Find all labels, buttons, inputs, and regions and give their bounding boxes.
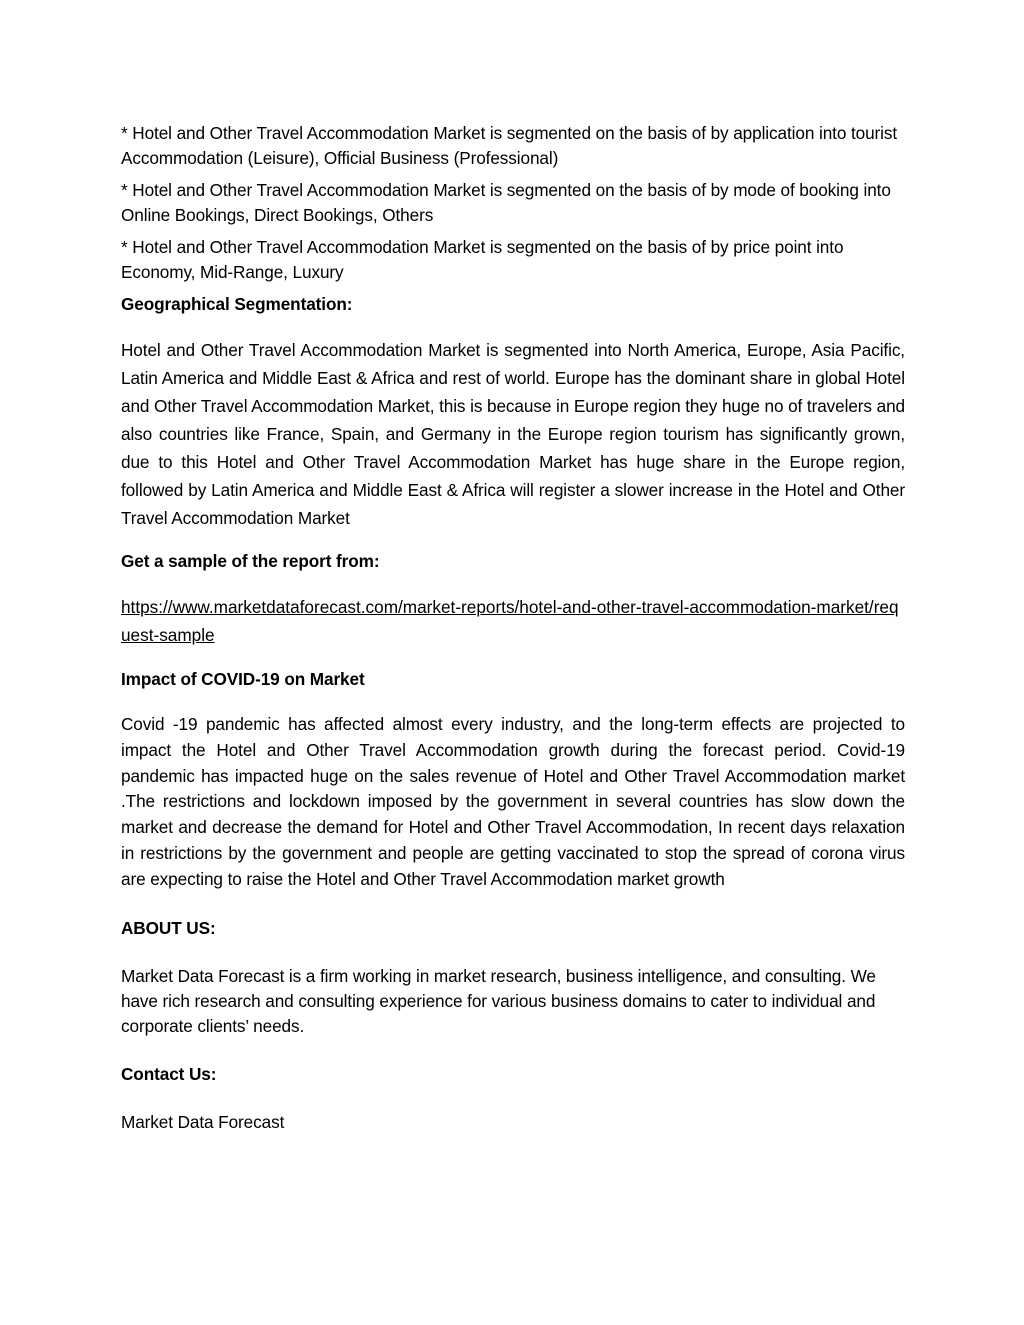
segment-bullet-booking-mode: * Hotel and Other Travel Accommodation Market is segmented on the basis of by mode of booking into Online Bookings, Direct Bookings, Others	[121, 180, 891, 225]
about-heading: ABOUT US:	[121, 917, 216, 938]
sample-request-link[interactable]: https://www.marketdataforecast.com/market-reports/hotel-and-other-travel-accommodation-market/request-sample	[121, 597, 899, 645]
segment-bullet-application: * Hotel and Other Travel Accommodation Market is segmented on the basis of by application into tourist Accommodation (Leisure), Official Business (Professional)	[121, 123, 898, 168]
covid-heading: Impact of COVID-19 on Market	[121, 669, 365, 689]
about-paragraph: Market Data Forecast is a firm working in market research, business intelligence, and consulting. We have rich research and consulting experience for various business domains to cater to individual and corporate clients’ needs.	[121, 965, 876, 1036]
document-page	[121, 121, 905, 1135]
contact-company-name: Market Data Forecast	[121, 1111, 285, 1132]
geo-paragraph: Hotel and Other Travel Accommodation Market is segmented into North America, Europe, Asia Pacific, Latin America and Middle East & Africa and rest of world. Europe has the dominant share in global Hotel and Other Travel Accommodation Market, this is because in Europe region they huge no of travelers and also countries like France, Spain, and Germany in the Europe region tourism has significantly grown, due to this Hotel and Other Travel Accommodation Market has huge share in the Europe region, followed by Latin America and Middle East & Africa will register a slower increase in the Hotel and Other Travel Accommodation Market	[121, 340, 905, 528]
sample-heading: Get a sample of the report from:	[121, 551, 380, 571]
contact-heading: Contact Us:	[121, 1063, 217, 1084]
segment-bullet-price-point: * Hotel and Other Travel Accommodation Market is segmented on the basis of by price point into Economy, Mid-Range, Luxury	[121, 237, 844, 282]
geo-heading: Geographical Segmentation:	[121, 294, 353, 314]
covid-paragraph: Covid -19 pandemic has affected almost every industry, and the long-term effects are projected to impact the Hotel and Other Travel Accommodation growth during the forecast period. Covid-19 pandemic has impacted huge on the sales revenue of Hotel and Other Travel Accommodation market .The restrictions and lockdown imposed by the government in several countries has slow down the market and decrease the demand for Hotel and Other Travel Accommodation, In recent days relaxation in restrictions by the government and people are getting vaccinated to stop the spread of corona virus are expecting to raise the Hotel and Other Travel Accommodation market growth	[121, 714, 905, 889]
